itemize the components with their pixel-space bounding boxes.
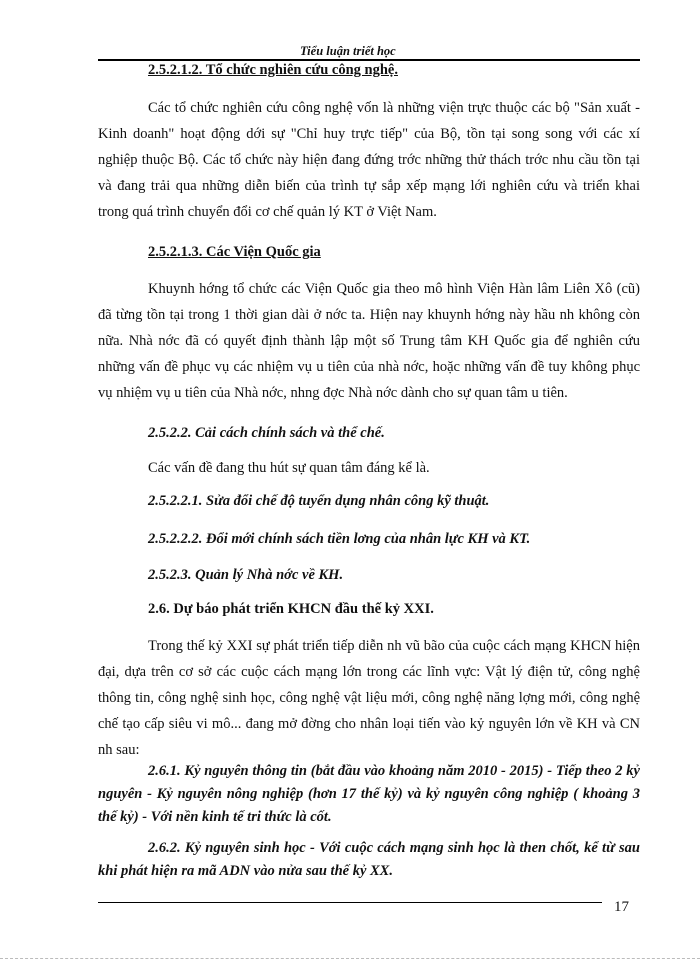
page-number: 17 <box>614 899 629 915</box>
running-header: Tiểu luận triết học <box>300 44 396 58</box>
section-heading: 2.5.2.3. Quản lý Nhà nớc về KH. <box>148 567 344 583</box>
list-item: 2.6.2. Kỷ nguyên sinh học - Với cuộc cách mạng sinh học là then chốt, kể từ sau khi phát hiện ra mã ADN vào nửa sau thế kỷ XX. <box>98 840 640 879</box>
section-paragraph: Các vấn đề đang thu hút sự quan tâm đáng kể là. <box>148 460 430 476</box>
section-heading: 2.5.2.2.1. Sửa đổi chế độ tuyển dụng nhân công kỹ thuật. <box>148 493 490 509</box>
section-paragraph: Khuynh hớng tổ chức các Viện Quốc gia theo mô hình Viện Hàn lâm Liên Xô (cũ) đã từng tồn tại trong 1 thời gian dài ở nớc ta. Hiện nay khuynh hớng này hầu nh không còn nữa. Nhà nớc đã có quyết định thành lập một số Trung tâm KH Quốc gia để nghiên cứu những vấn đề phục vụ các nhiệm vụ u tiên của nhà nớc, hoặc những vấn đề tuy không phục vụ nhiệm vụ u tiên của Nhà nớc, nhng đợc Nhà nớc dành cho sự quan tâm u tiên. <box>98 281 640 401</box>
section-heading: 2.5.2.2. Cải cách chính sách và thể chế. <box>148 425 385 441</box>
list-item: 2.6.1. Kỷ nguyên thông tin (bắt đầu vào khoảng năm 2010 - 2015) - Tiếp theo 2 kỷ nguyên - Kỷ nguyên nông nghiệp (hơn 17 thế kỷ) và kỷ nguyên công nghiệp ( khoảng 3 thế kỷ) - Với nền kinh tế tri thức là cốt. <box>98 763 640 825</box>
section-paragraph: Trong thế kỷ XXI sự phát triển tiếp diễn nh vũ bão của cuộc cách mạng KHCN hiện đại, dựa trên cơ sở các cuộc cách mạng lớn trong các lĩnh vực: Vật lý điện tử, công nghệ thông tin, công nghệ sinh học, công nghệ vật liệu mới, công nghệ năng lợng mới, công nghệ chế tạo cấp siêu vi mô... đang mở đờng cho nhân loại tiến vào kỷ nguyên lớn về KH và CN nh sau: <box>98 638 640 758</box>
section-heading: 2.5.2.2.2. Đổi mới chính sách tiền lơng của nhân lực KH và KT. <box>148 531 531 547</box>
footer-rule <box>98 902 602 903</box>
header-rule <box>98 59 640 61</box>
page-edge <box>0 958 700 959</box>
section-paragraph: Các tổ chức nghiên cứu công nghệ vốn là những viện trực thuộc các bộ "Sản xuất - Kinh doanh" hoạt động dới sự "Chỉ huy trực tiếp" của Bộ, tồn tại song song với các xí nghiệp thuộc Bộ. Các tổ chức này hiện đang đứng trớc những thử thách trớc nhu cầu tồn tại và đang trải qua những diễn biến của trình tự sắp xếp mạng lới nghiên cứu và triển khai trong quá trình chuyển đổi cơ chế quản lý KT ở Việt Nam. <box>98 100 640 220</box>
section-heading: 2.5.2.1.2. Tổ chức nghiên cứu công nghệ. <box>148 62 398 78</box>
section-heading: 2.6. Dự báo phát triển KHCN đầu thế kỷ XXI. <box>148 601 434 617</box>
section-heading: 2.5.2.1.3. Các Viện Quốc gia <box>148 244 321 260</box>
